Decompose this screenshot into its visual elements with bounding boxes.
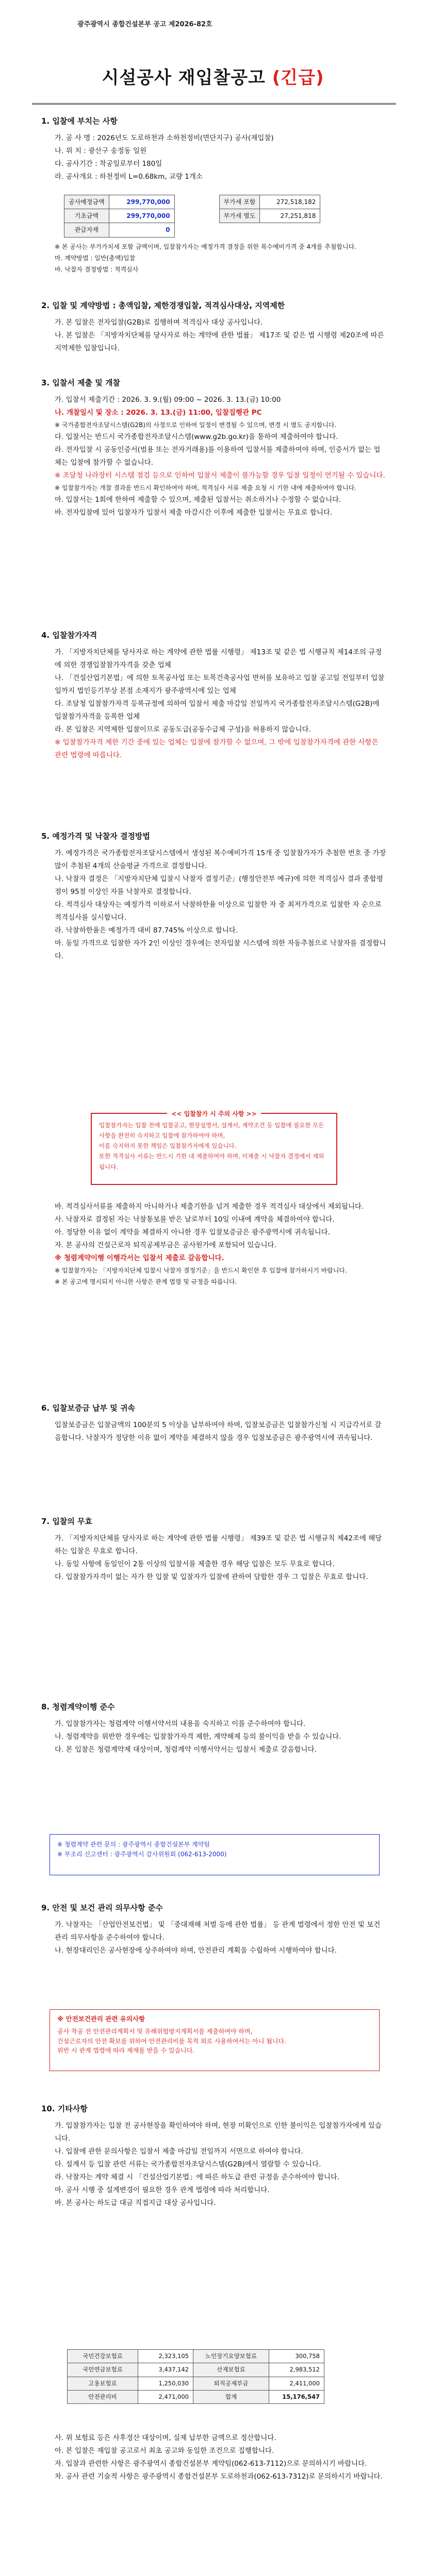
budget-key: 관급자재 — [64, 223, 109, 237]
section-8 — [41, 1700, 387, 1756]
safety-box-head: ※ 안전보건관리 관련 유의사항 — [57, 2015, 145, 2023]
section-2-heading-text: 2. 입찰 및 계약방법 : 총액입찰, 제한경쟁입찰, 적격심사대상, 지역제한 — [41, 301, 285, 310]
ins-value: 15,176,547 — [269, 2390, 324, 2403]
s7-item: 나. 동일 사항에 동일인이 2통 이상의 입찰서를 제출한 경우 해당 입찰은 모두 무효로 합니다. — [55, 1560, 335, 1568]
s1-item: 라. 공사개요 : 하천정비 L=0.68km, 교량 1개소 — [55, 172, 203, 181]
integrity-line: ※ 부조리 신고센터 : 광주광역시 감사위원회 (062-613-2000) — [57, 1851, 227, 1858]
section-9-heading: 9. 안전 및 보건 관리 의무사항 준수 — [41, 1903, 163, 1912]
s1-note: 마. 계약방법 : 일반(총액)입찰 — [55, 255, 136, 262]
section-1 — [41, 114, 387, 183]
ins-key: 고용보험료 — [68, 2377, 138, 2390]
s5-more: 바. 적격심사서류를 제출하지 아니하거나 제출기한을 넘겨 제출한 경우 적격심사 대상에서 제외됩니다. — [55, 1202, 364, 1211]
ins-value: 2,323,105 — [138, 2350, 193, 2363]
s10-item: 가. 입찰참가자는 입찰 전 공사현장을 확인하여야 하며, 현장 미확인으로 인한 불이익은 입찰참가자에게 있습니다. — [55, 2121, 382, 2143]
caution-line: 입찰참가자는 입찰 전에 입찰공고, 현장설명서, 설계서, 계약조건 등 입찰에 필요한 모든 사항을 완전히 숙지하고 입찰에 참가하여야 하며, — [99, 1122, 324, 1140]
s8-item: 가. 입찰참가자는 청렴계약 이행서약서의 내용을 숙지하고 이를 준수하여야 합니다. — [55, 1719, 306, 1728]
section-2-heading — [41, 299, 387, 313]
budget-table-wrap — [64, 195, 320, 238]
s1-item: 나. 위 치 : 광산구 송정동 일원 — [55, 146, 147, 155]
page-title — [0, 62, 426, 94]
s4-item: 나. 「건설산업기본법」에 의한 토목공사업 또는 토목건축공사업 면허를 보유하고 입찰 공고일 전일부터 입찰일까지 법인등기부상 본점 소재지가 광주광역시에 있는 업체 — [55, 673, 385, 695]
budget-value: 299,770,000 — [109, 195, 174, 209]
s6-item: 입찰보증금은 입찰금액의 100분의 5 이상을 납부하여야 하며, 입찰보증금은 입찰참가신청 시 지급각서로 갈음합니다. 낙찰자가 정당한 이유 없이 계약을 체결하지 않을 경우 입찰보증금은 광주광역시에 귀속됩니다. — [55, 1420, 382, 1442]
s4-item: 다. 조달청 입찰참가자격 등록규정에 의하여 입찰서 제출 마감일 전일까지 국가종합전자조달시스템(G2B)에 입찰참가자격을 등록한 업체 — [55, 699, 380, 721]
section-5 — [41, 829, 387, 962]
budget-key: 부가세 포함 — [219, 195, 260, 209]
s5-item: 나. 낙찰자 결정은 「지방자치단체 입찰시 낙찰자 결정기준」(행정안전부 예규)에 의한 적격심사 결과 종합평점이 95점 이상인 자를 낙찰자로 결정합니다. — [55, 874, 383, 896]
s2-item: 나. 본 입찰은 「지방자치단체를 당사자로 하는 계약에 관한 법률」 제17조 및 같은 법 시행령 제20조에 따른 지역제한 입찰입니다. — [55, 331, 384, 352]
budget-key: 공사예정금액 — [64, 195, 109, 209]
s1-item: 다. 공사기간 : 착공일로부터 180일 — [55, 159, 162, 168]
s3-more: 마. 입찰서는 1회에 한하여 제출할 수 있으며, 제출된 입찰서는 취소하거나 수정할 수 없습니다. — [55, 495, 341, 504]
s5-extra: ※ 입찰참가자는 「지방자치단체 입찰시 낙찰자 결정기준」을 반드시 확인한 후 입찰에 참가하시기 바랍니다. — [55, 1266, 347, 1274]
safety-line: 공사 착공 전 안전관리계획서 및 유해위험방지계획서를 제출하여야 하며, — [57, 2028, 253, 2036]
s2-item: 가. 본 입찰은 전자입찰(G2B)로 집행하며 적격심사 대상 공사입니다. — [55, 318, 263, 327]
caution-line: 이를 숙지하지 못한 책임은 입찰참가자에게 있습니다. — [99, 1142, 237, 1150]
ins-value: 2,983,512 — [269, 2363, 324, 2377]
section-4 — [41, 629, 387, 761]
budget-value: 0 — [109, 223, 174, 237]
s5-more: 아. 정당한 이유 없이 계약을 체결하지 아니한 경우 입찰보증금은 광주광역시에 귀속됩니다. — [55, 1228, 331, 1236]
s5-item: 다. 적격심사 대상자는 예정가격 이하로서 낙찰하한율 이상으로 입찰한 자 중 최저가격으로 입찰한 자 순으로 적격심사를 실시합니다. — [55, 900, 382, 922]
section-2 — [41, 299, 387, 355]
ins-value: 1,250,030 — [138, 2377, 193, 2390]
section-7 — [41, 1515, 387, 1584]
s1-note: 바. 낙찰자 결정방법 : 적격심사 — [55, 266, 139, 274]
budget-value: 299,770,000 — [109, 209, 174, 223]
ins-value: 2,471,000 — [138, 2390, 193, 2403]
s10-item: 나. 입찰에 관한 문의사항은 입찰서 제출 마감일 전일까지 서면으로 하여야 합니다. — [55, 2147, 303, 2156]
s10-item: 바. 본 공사는 하도급 대금 직접지급 대상 공사입니다. — [55, 2198, 216, 2207]
section-5-heading: 5. 예정가격 및 낙찰자 결정방법 — [41, 832, 150, 841]
ins-value: 300,758 — [269, 2350, 324, 2363]
caution-line: 또한 적격심사 서류는 반드시 기한 내 제출하여야 하며, 미제출 시 낙찰자 결정에서 제외됩니다. — [99, 1153, 324, 1171]
s3-item: ※ 국가종합전자조달시스템(G2B)의 사정으로 인하여 일정이 변경될 수 있으며, 변경 시 별도 공지합니다. — [55, 421, 337, 429]
ins-key: 노인장기요양보험료 — [193, 2350, 269, 2363]
section-10 — [41, 2102, 387, 2210]
section-8-heading: 8. 청렴계약이행 준수 — [41, 1702, 115, 1711]
s1-item: 가. 공 사 명 : 2026년도 도로하천과 소하천정비(면단지구) 공사(재입찰) — [55, 133, 274, 142]
integrity-line: ※ 청렴계약 관련 문의 : 광주광역시 종합건설본부 계약팀 — [57, 1841, 210, 1848]
s5-red-note: ※ 청렴계약이행 이행각서는 입찰서 제출로 갈음합니다. — [55, 1253, 224, 1262]
s5-more: 자. 본 공사의 건설근로자 퇴직공제부금은 공사원가에 포함되어 있습니다. — [55, 1241, 276, 1249]
s5-extra: ※ 본 공고에 명시되지 아니한 사항은 관계 법령 및 규정을 따릅니다. — [55, 1278, 237, 1286]
title-divider — [32, 103, 396, 105]
budget-value: 27,251,818 — [260, 209, 320, 223]
s3-item-open: 나. 개찰일시 및 장소 : 2026. 3. 13.(금) 11:00, 입찰집행관 PC — [55, 408, 262, 417]
caution-box — [91, 1110, 337, 1185]
s5-more: 사. 낙찰자로 결정된 자는 낙찰통보를 받은 날로부터 10일 이내에 계약을 체결하여야 합니다. — [55, 1215, 335, 1224]
section-6 — [41, 1401, 387, 1445]
s4-item: 라. 본 입찰은 지역제한 입찰이므로 공동도급(공동수급체 구성)을 허용하지 않습니다. — [55, 725, 311, 734]
ins-key: 산재보험료 — [193, 2363, 269, 2377]
s10-item: 라. 낙찰자는 계약 체결 시 「건설산업기본법」에 따른 하도급 관련 규정을 준수하여야 합니다. — [55, 2173, 340, 2181]
s10-more: 아. 본 입찰은 재입찰 공고로서 최초 공고와 동일한 조건으로 집행합니다. — [55, 2446, 274, 2455]
s10-item: 마. 공사 시행 중 설계변경이 필요한 경우 관계 법령에 따라 처리합니다. — [55, 2185, 270, 2194]
ins-key: 국민건강보험료 — [68, 2350, 138, 2363]
section-3-heading: 3. 입찰서 제출 및 개찰 — [41, 378, 120, 387]
s3-item: 가. 입찰서 제출기간 : 2026. 3. 9.(월) 09:00 ~ 2026. 3. 13.(금) 10:00 — [55, 395, 281, 404]
s7-item: 다. 입찰참가자격이 없는 자가 한 입찰 및 입찰자가 입찰에 관하여 담합한 경우 그 입찰은 무효로 합니다. — [55, 1572, 368, 1581]
ins-key: 합계 — [193, 2390, 269, 2403]
ins-key: 퇴직공제부금 — [193, 2377, 269, 2390]
s10-more: 사. 위 보험료 등은 사후정산 대상이며, 실제 납부한 금액으로 정산합니다. — [55, 2434, 276, 2442]
s8-item: 다. 본 입찰은 청렴계약제 대상이며, 청렴계약 이행서약서는 입찰서 제출로 갈음합니다. — [55, 1745, 317, 1754]
budget-table — [64, 195, 320, 238]
s3-more: 바. 전자입찰에 있어 입찰자가 입찰서 제출 마감시간 이후에 제출한 입찰서는 무효로 합니다. — [55, 508, 333, 517]
budget-value: 272,518,182 — [260, 195, 320, 209]
integrity-box — [50, 1834, 380, 1875]
section-9 — [41, 1901, 387, 1957]
caution-caption: << 입찰참가 시 주의 사항 >> — [167, 1110, 260, 1117]
s5-item: 가. 예정가격은 국가종합전자조달시스템에서 생성된 복수예비가격 15개 중 입찰참가자가 추첨한 번호 중 가장 많이 추첨된 4개의 산술평균 가격으로 결정합니다. — [55, 849, 386, 870]
notice-number: 광주광역시 종합건설본부 공고 제2026-82호 — [77, 21, 212, 28]
s8-item: 나. 청렴계약을 위반한 경우에는 입찰참가자격 제한, 계약해제 등의 불이익을 받을 수 있습니다. — [55, 1732, 341, 1741]
s1-note: ※ 본 공사는 부가가치세 포함 금액이며, 입찰참가자는 예정가격 결정을 위한 복수예비가격 중 4개를 추첨합니다. — [55, 243, 356, 250]
section-4-heading: 4. 입찰참가자격 — [41, 631, 97, 640]
s10-more: 자. 입찰과 관련한 사항은 광주광역시 종합건설본부 계약팀(062-613-7112)으로 문의하시기 바랍니다. — [55, 2459, 367, 2468]
s10-item: 다. 설계서 등 입찰 관련 서류는 국가종합전자조달시스템(G2B)에서 열람할 수 있습니다. — [55, 2160, 321, 2168]
section-6-heading: 6. 입찰보증금 납부 및 귀속 — [41, 1403, 135, 1413]
section-10-heading: 10. 기타사항 — [41, 2104, 88, 2113]
section-1-notes — [41, 241, 387, 276]
section-1-heading: 1. 입찰에 부치는 사항 — [41, 116, 118, 126]
urgent-tag: (긴급) — [272, 67, 324, 88]
s4-red-note: ※ 입찰참가자격 제한 기간 중에 있는 업체는 입찰에 참가할 수 없으며, 그 밖에 입찰참가자격에 관한 사항은 관련 법령에 따릅니다. — [55, 738, 379, 759]
safety-box — [50, 2009, 380, 2071]
safety-line: 위반 시 관계 법령에 따라 제재를 받을 수 있습니다. — [57, 2047, 195, 2055]
section-3 — [41, 376, 387, 519]
insurance-table — [67, 2349, 324, 2404]
budget-key: 부가세 별도 — [219, 209, 260, 223]
ins-key: 안전관리비 — [68, 2390, 138, 2403]
s3-red-note: ※ 조달청 나라장터 시스템 점검 등으로 인하여 입찰서 제출이 불가능할 경우 입찰 일정이 연기될 수 있습니다. — [55, 471, 385, 480]
ins-value: 3,437,142 — [138, 2363, 193, 2377]
s3-item: 다. 입찰서는 반드시 국가종합전자조달시스템(www.g2b.go.kr)을 통하여 제출하여야 합니다. — [55, 432, 338, 441]
section-10-more — [41, 2432, 387, 2483]
insurance-table-wrap — [67, 2349, 324, 2404]
budget-key: 기초금액 — [64, 209, 109, 223]
s9-item: 가. 낙찰자는 「산업안전보건법」 및 「중대재해 처벌 등에 관한 법률」 등 관계 법령에서 정한 안전 및 보건 관리 의무사항을 준수하여야 합니다. — [55, 1920, 381, 1942]
s3-more: ※ 입찰참가자는 개찰 결과를 반드시 확인하여야 하며, 적격심사 서류 제출 요청 시 기한 내에 제출하여야 합니다. — [55, 484, 356, 492]
s9-item: 나. 현장대리인은 공사현장에 상주하여야 하며, 안전관리 계획을 수립하여 시행하여야 합니다. — [55, 1946, 337, 1955]
ins-key: 국민연금보험료 — [68, 2363, 138, 2377]
s4-item: 가. 「지방자치단체를 당사자로 하는 계약에 관한 법률 시행령」 제13조 및 같은 법 시행규칙 제14조의 규정에 의한 경쟁입찰참가자격을 갖춘 업체 — [55, 648, 382, 669]
s5-item: 라. 낙찰하한율은 예정가격 대비 87.745% 이상으로 합니다. — [55, 926, 238, 935]
ins-value: 2,411,000 — [269, 2377, 324, 2390]
s3-item: 라. 전자입찰 시 공동인증서(범용 또는 전자거래용)를 이용하여 입찰서를 제출하여야 하며, 인증서가 없는 업체는 입찰에 참가할 수 없습니다. — [55, 445, 381, 467]
safety-line: 건설근로자의 안전 확보를 위하여 안전관리비를 목적 외로 사용하여서는 아니 됩니다. — [57, 2037, 286, 2045]
section-7-heading: 7. 입찰의 무효 — [41, 1517, 93, 1526]
s7-item: 가. 「지방자치단체를 당사자로 하는 계약에 관한 법률 시행령」 제39조 및 같은 법 시행규칙 제42조에 해당하는 입찰은 무효로 합니다. — [55, 1534, 382, 1555]
section-5-more — [41, 1200, 387, 1287]
s10-more: 차. 공사 관련 기술적 사항은 광주광역시 종합건설본부 도로하천과(062-613-7312)로 문의하시기 바랍니다. — [55, 2472, 383, 2481]
title-main: 시설공사 재입찰공고 — [102, 67, 272, 88]
s5-item: 마. 동일 가격으로 입찰한 자가 2인 이상인 경우에는 전자입찰 시스템에 의한 자동추첨으로 낙찰자를 결정합니다. — [55, 939, 386, 960]
